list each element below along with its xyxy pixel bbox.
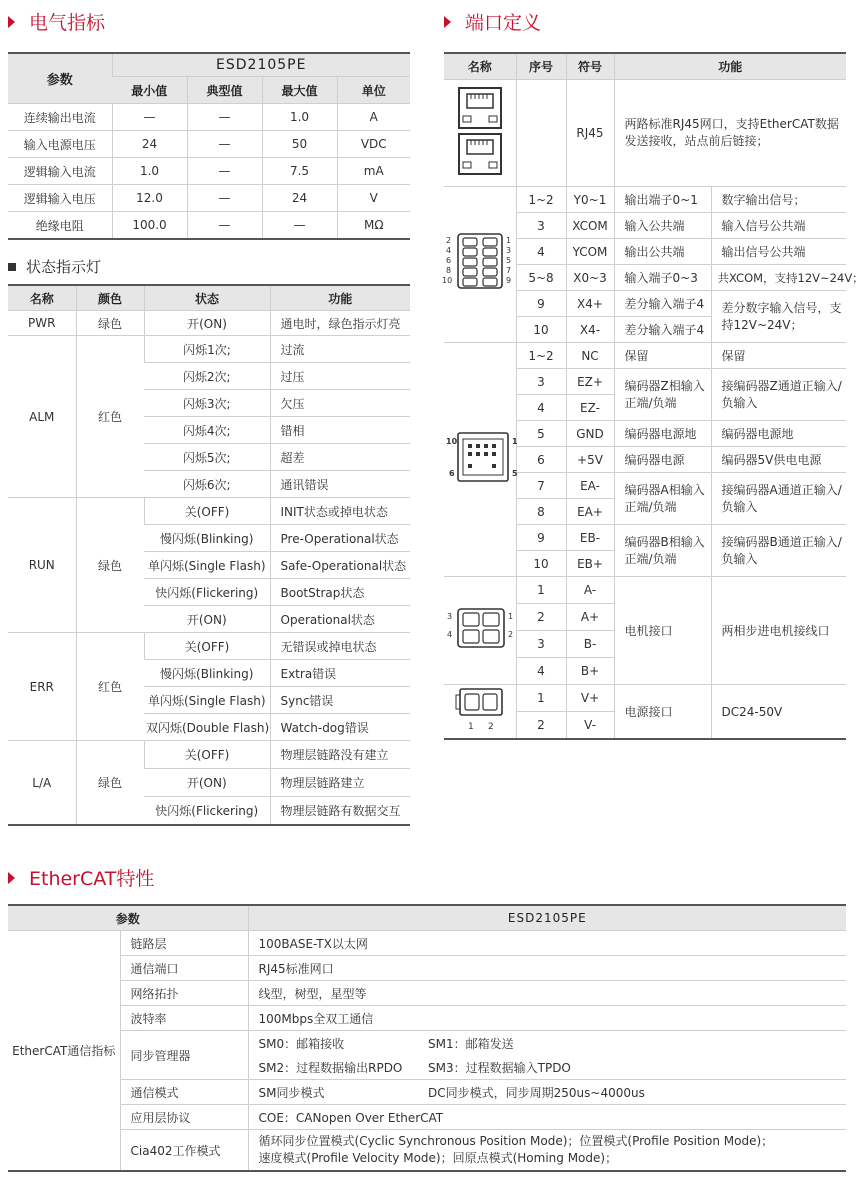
pin-number: 1~2 xyxy=(516,343,566,369)
pin-symbol: EB+ xyxy=(566,551,614,577)
group-name: EtherCAT通信指标 xyxy=(8,931,120,1172)
pin-symbol: B- xyxy=(566,631,614,658)
param-value: RJ45标准网口 xyxy=(248,956,846,981)
value-max: 50 xyxy=(262,131,337,158)
port-table xyxy=(442,52,864,740)
pin-function: 输出端子0~1 xyxy=(614,187,711,213)
table-row xyxy=(8,981,846,1006)
pin-function: 差分输入端子4 xyxy=(614,317,711,343)
led-function: Pre-Operational状态 xyxy=(270,525,410,552)
value-min: 100.0 xyxy=(112,212,187,240)
pin-description: 接编码器Z通道正输入/负输入 xyxy=(711,369,846,421)
pin-function: 编码器电源 xyxy=(614,447,711,473)
param-header: 参数 xyxy=(8,905,248,931)
table-row xyxy=(8,1080,846,1105)
value-typ: — xyxy=(187,131,262,158)
ethercat-table xyxy=(8,904,846,1172)
param-value: SM0：邮箱接收 xyxy=(248,1031,418,1056)
pin-symbol: NC xyxy=(566,343,614,369)
led-function: Watch-dog错误 xyxy=(270,714,410,741)
pin-label: 7 xyxy=(506,266,512,275)
section-title-leds xyxy=(8,256,101,277)
value-min: 24 xyxy=(112,131,187,158)
motor-connector-icon xyxy=(446,607,516,651)
pin-symbol: B+ xyxy=(566,658,614,685)
pin-function: 编码器Z相输入正端/负端 xyxy=(614,369,711,421)
led-function: 物理层链路建立 xyxy=(270,769,410,797)
pin-symbol: RJ45 xyxy=(566,80,614,187)
led-function: 欠压 xyxy=(270,390,410,417)
led-function: Extra错误 xyxy=(270,660,410,687)
col-header: 状态 xyxy=(144,285,270,311)
value-typ: — xyxy=(187,185,262,212)
led-function: Operational状态 xyxy=(270,606,410,633)
rj45-connector-image xyxy=(444,80,516,187)
io-connector-icon xyxy=(442,231,514,295)
model-header: ESD2105PE xyxy=(248,905,846,931)
param-value: DC同步模式，同步周期250us~4000us xyxy=(418,1080,846,1105)
table-row xyxy=(8,158,410,185)
pin-function: 保留 xyxy=(614,343,711,369)
pin-number: 7 xyxy=(516,473,566,499)
pin-function: 差分输入端子4 xyxy=(614,291,711,317)
led-name: RUN xyxy=(8,498,76,633)
pin-symbol: A- xyxy=(566,577,614,604)
table-row xyxy=(8,336,410,363)
pin-description: 差分数字输入信号，支持12V~24V； xyxy=(711,291,846,343)
pin-symbol: X0~3 xyxy=(566,265,614,291)
led-function: Sync错误 xyxy=(270,687,410,714)
led-state: 闪烁6次; xyxy=(144,471,270,498)
value-unit: A xyxy=(337,104,410,131)
led-state: 关(OFF) xyxy=(144,498,270,525)
led-function: 物理层链路没有建立 xyxy=(270,741,410,769)
col-header: 名称 xyxy=(8,285,76,311)
pin-function: 输入公共端 xyxy=(614,213,711,239)
led-table xyxy=(8,284,410,826)
pin-description: 两相步进电机接线口 xyxy=(711,577,846,685)
led-state: 双闪烁(Double Flash) xyxy=(144,714,270,741)
pin-label: 2 xyxy=(508,630,514,639)
pin-label: 8 xyxy=(446,266,452,275)
param-name: 网络拓扑 xyxy=(120,981,248,1006)
led-name: PWR xyxy=(8,311,76,336)
led-color: 绿色 xyxy=(76,311,144,336)
pin-number: 3 xyxy=(516,631,566,658)
table-row xyxy=(8,1006,846,1031)
col-header: 颜色 xyxy=(76,285,144,311)
pin-function: 编码器A相输入正端/负端 xyxy=(614,473,711,525)
pin-label: 6 xyxy=(449,469,455,478)
power-connector-icon xyxy=(450,687,510,733)
pin-symbol: EZ- xyxy=(566,395,614,421)
section-title-electrical xyxy=(8,8,105,35)
value-typ: — xyxy=(187,158,262,185)
pin-function: 电机接口 xyxy=(614,577,711,685)
param-name: 绝缘电阻 xyxy=(8,212,112,240)
table-row xyxy=(444,577,846,604)
pin-label: 2 xyxy=(487,722,494,732)
pin-number: 4 xyxy=(516,395,566,421)
col-header: 典型值 xyxy=(187,77,262,104)
table-row xyxy=(444,187,846,213)
pin-number: 2 xyxy=(516,712,566,740)
table-row xyxy=(8,633,410,660)
pin-number: 5~8 xyxy=(516,265,566,291)
section-title-ethercat xyxy=(8,864,154,891)
led-function: 错相 xyxy=(270,417,410,444)
table-row xyxy=(8,931,846,956)
pin-label: 1 xyxy=(508,612,514,621)
led-function: 超差 xyxy=(270,444,410,471)
led-function: Safe-Operational状态 xyxy=(270,552,410,579)
led-color: 绿色 xyxy=(76,498,144,633)
param-name: 连续输出电流 xyxy=(8,104,112,131)
led-state: 闪烁5次; xyxy=(144,444,270,471)
table-row xyxy=(8,498,410,525)
led-color: 红色 xyxy=(76,336,144,498)
pin-number: 9 xyxy=(516,525,566,551)
pin-description: 接编码器B通道正输入/负输入 xyxy=(711,525,846,577)
table-row xyxy=(8,956,846,981)
col-header: 单位 xyxy=(337,77,410,104)
triangle-bullet-icon xyxy=(8,872,15,884)
led-state: 开(ON) xyxy=(144,311,270,336)
pin-number: 1 xyxy=(516,685,566,712)
param-value: COE：CANopen Over EtherCAT xyxy=(248,1105,846,1130)
value-typ: — xyxy=(187,104,262,131)
table-row xyxy=(444,685,846,712)
led-color: 红色 xyxy=(76,633,144,741)
section-title-text: 电气指标 xyxy=(29,12,106,34)
value-min: — xyxy=(112,104,187,131)
value-max: 7.5 xyxy=(262,158,337,185)
pin-symbol: EB- xyxy=(566,525,614,551)
led-name: ERR xyxy=(8,633,76,741)
pin-label: 3 xyxy=(506,246,512,255)
pin-number: 8 xyxy=(516,499,566,525)
pin-label: 9 xyxy=(506,276,512,285)
led-state: 单闪烁(Single Flash) xyxy=(144,687,270,714)
table-row xyxy=(8,1130,846,1172)
pin-function: 输入端子0~3 xyxy=(614,265,711,291)
pin-label: 10 xyxy=(442,276,453,285)
led-function: 物理层链路有数据交互 xyxy=(270,797,410,826)
pin-symbol: EA- xyxy=(566,473,614,499)
pin-label: 10 xyxy=(446,437,458,446)
pin-number: 1 xyxy=(516,577,566,604)
param-value: 100BASE-TX以太网 xyxy=(248,931,846,956)
mode-line: 速度模式(Profile Velocity Mode)；回原点模式(Homing Mode)； xyxy=(258,1151,618,1165)
param-name: 逻辑输入电压 xyxy=(8,185,112,212)
led-state: 单闪烁(Single Flash) xyxy=(144,552,270,579)
section-title-text: 状态指示灯 xyxy=(26,258,102,276)
led-state: 开(ON) xyxy=(144,606,270,633)
value-max: 1.0 xyxy=(262,104,337,131)
led-state: 闪烁1次; xyxy=(144,336,270,363)
value-min: 1.0 xyxy=(112,158,187,185)
pin-description: DC24-50V xyxy=(711,685,846,740)
param-value: SM1：邮箱发送 xyxy=(418,1031,846,1056)
table-row xyxy=(444,343,846,369)
pin-symbol: Y0~1 xyxy=(566,187,614,213)
col-header: 序号 xyxy=(516,53,566,80)
pin-function: 两路标准RJ45网口，支持EtherCAT数据发送接收，站点前后链接； xyxy=(614,80,846,187)
pin-symbol: +5V xyxy=(566,447,614,473)
table-row xyxy=(444,80,846,187)
section-title-text: EtherCAT特性 xyxy=(29,868,155,890)
led-function: 过压 xyxy=(270,363,410,390)
led-function: 通电时，绿色指示灯亮 xyxy=(270,311,410,336)
led-color: 绿色 xyxy=(76,741,144,826)
table-row xyxy=(8,185,410,212)
pin-description: 保留 xyxy=(711,343,846,369)
led-function: 通讯错误 xyxy=(270,471,410,498)
pin-function: 输出公共端 xyxy=(614,239,711,265)
pin-description: 输入信号公共端 xyxy=(711,213,846,239)
pin-number: 5 xyxy=(516,421,566,447)
pin-symbol: YCOM xyxy=(566,239,614,265)
pin-label: 5 xyxy=(506,256,512,265)
pin-label: 1 xyxy=(467,722,474,732)
param-value: 100Mbps全双工通信 xyxy=(248,1006,846,1031)
pin-symbol: V- xyxy=(566,712,614,740)
triangle-bullet-icon xyxy=(8,16,15,28)
table-row xyxy=(8,311,410,336)
pin-description: 接编码器A通道正输入/负输入 xyxy=(711,473,846,525)
pin-number: 2 xyxy=(516,604,566,631)
mode-line: 循环同步位置模式(Cyclic Synchronous Position Mode)；位置模式(Profile Position Mode)； xyxy=(258,1134,774,1148)
param-value xyxy=(248,1130,846,1172)
pin-number: 9 xyxy=(516,291,566,317)
pin-symbol: XCOM xyxy=(566,213,614,239)
param-value: SM3：过程数据输入TPDO xyxy=(418,1055,846,1080)
electrical-table xyxy=(8,52,410,240)
table-row xyxy=(8,741,410,769)
pin-description: 数字输出信号； xyxy=(711,187,846,213)
section-title-ports xyxy=(444,8,541,35)
pin-symbol: EA+ xyxy=(566,499,614,525)
col-header: 名称 xyxy=(444,53,516,80)
pin-symbol: X4+ xyxy=(566,291,614,317)
table-row xyxy=(8,212,410,240)
led-function: BootStrap状态 xyxy=(270,579,410,606)
param-name: 应用层协议 xyxy=(120,1105,248,1130)
param-name: 通信模式 xyxy=(120,1080,248,1105)
col-header: 最大值 xyxy=(262,77,337,104)
pin-function: 编码器B相输入正端/负端 xyxy=(614,525,711,577)
param-name: 逻辑输入电流 xyxy=(8,158,112,185)
value-unit: V xyxy=(337,185,410,212)
col-header: 最小值 xyxy=(112,77,187,104)
table-row xyxy=(8,1105,846,1130)
pin-label: 5 xyxy=(512,469,518,478)
value-max: 24 xyxy=(262,185,337,212)
pin-number xyxy=(516,80,566,187)
pin-description: 输出信号公共端 xyxy=(711,239,846,265)
param-value: SM2：过程数据输出RPDO xyxy=(248,1055,418,1080)
section-title-text: 端口定义 xyxy=(465,12,542,34)
pin-function: 编码器电源地 xyxy=(614,421,711,447)
motor-connector-image xyxy=(444,577,516,685)
led-state: 闪烁2次; xyxy=(144,363,270,390)
pin-symbol: GND xyxy=(566,421,614,447)
pin-symbol: V+ xyxy=(566,685,614,712)
param-value: SM同步模式 xyxy=(248,1080,418,1105)
square-bullet-icon xyxy=(8,263,16,271)
pin-label: 6 xyxy=(446,256,452,265)
param-name: 通信端口 xyxy=(120,956,248,981)
led-state: 闪烁4次; xyxy=(144,417,270,444)
led-state: 开(ON) xyxy=(144,769,270,797)
param-name: 链路层 xyxy=(120,931,248,956)
param-value: 线型，树型，星型等 xyxy=(248,981,846,1006)
io-connector-image xyxy=(444,187,516,343)
led-state: 闪烁3次; xyxy=(144,390,270,417)
encoder-connector-image xyxy=(444,343,516,577)
pin-number: 4 xyxy=(516,658,566,685)
pin-function: 电源接口 xyxy=(614,685,711,740)
param-name: 同步管理器 xyxy=(120,1031,248,1080)
param-name: Cia402工作模式 xyxy=(120,1130,248,1172)
pin-number: 3 xyxy=(516,369,566,395)
led-state: 关(OFF) xyxy=(144,633,270,660)
value-unit: MΩ xyxy=(337,212,410,240)
pin-symbol: A+ xyxy=(566,604,614,631)
pin-description: 编码器5V供电电源 xyxy=(711,447,846,473)
led-state: 慢闪烁(Blinking) xyxy=(144,525,270,552)
pin-description: 编码器电源地 xyxy=(711,421,846,447)
value-typ: — xyxy=(187,212,262,240)
pin-label: 2 xyxy=(446,236,452,245)
param-name: 波特率 xyxy=(120,1006,248,1031)
col-header: 符号 xyxy=(566,53,614,80)
led-state: 慢闪烁(Blinking) xyxy=(144,660,270,687)
rj45-connector-icon xyxy=(455,86,505,178)
power-connector-image xyxy=(444,685,516,740)
led-state: 关(OFF) xyxy=(144,741,270,769)
pin-number: 1~2 xyxy=(516,187,566,213)
pin-label: 3 xyxy=(447,612,453,621)
value-unit: VDC xyxy=(337,131,410,158)
pin-number: 10 xyxy=(516,551,566,577)
pin-label: 4 xyxy=(447,630,453,639)
pin-label: 4 xyxy=(446,246,452,255)
pin-label: 1 xyxy=(512,437,518,446)
pin-number: 3 xyxy=(516,213,566,239)
led-name: L/A xyxy=(8,741,76,826)
pin-symbol: X4- xyxy=(566,317,614,343)
pin-label: 1 xyxy=(506,236,512,245)
value-unit: mA xyxy=(337,158,410,185)
model-header: ESD2105PE xyxy=(112,53,410,77)
led-function: INIT状态或掉电状态 xyxy=(270,498,410,525)
pin-number: 4 xyxy=(516,239,566,265)
led-function: 过流 xyxy=(270,336,410,363)
table-row xyxy=(8,1031,846,1056)
table-row xyxy=(8,131,410,158)
pin-number: 10 xyxy=(516,317,566,343)
led-state: 快闪烁(Flickering) xyxy=(144,797,270,826)
led-function: 无错误或掉电状态 xyxy=(270,633,410,660)
pin-description: 共XCOM，支持12V~24V； xyxy=(711,265,846,291)
encoder-connector-icon xyxy=(446,430,518,486)
led-name: ALM xyxy=(8,336,76,498)
col-header: 功能 xyxy=(614,53,846,80)
triangle-bullet-icon xyxy=(444,16,451,28)
table-row xyxy=(8,104,410,131)
col-header: 功能 xyxy=(270,285,410,311)
pin-symbol: EZ+ xyxy=(566,369,614,395)
param-header: 参数 xyxy=(8,53,112,104)
value-max: — xyxy=(262,212,337,240)
led-state: 快闪烁(Flickering) xyxy=(144,579,270,606)
value-min: 12.0 xyxy=(112,185,187,212)
pin-number: 6 xyxy=(516,447,566,473)
param-name: 输入电源电压 xyxy=(8,131,112,158)
